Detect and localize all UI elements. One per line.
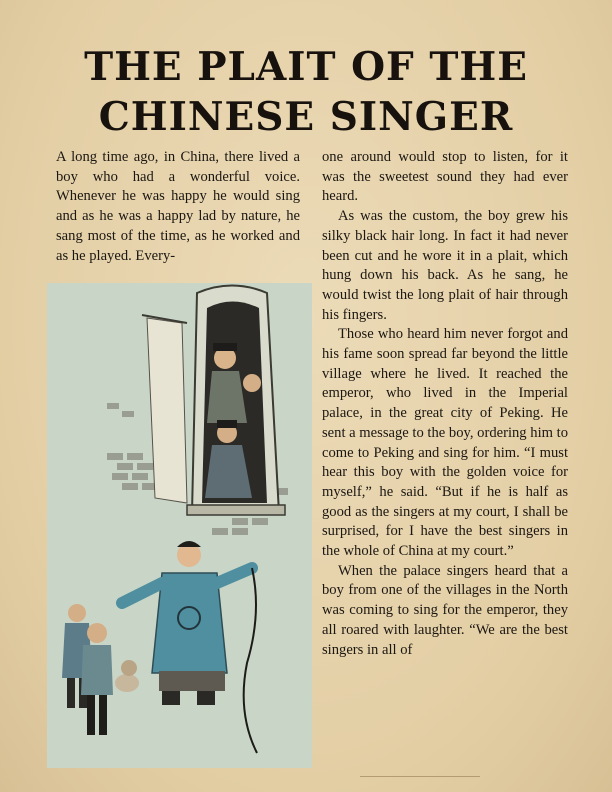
title-line-2: CHINESE SINGER xyxy=(98,94,514,140)
paragraph: Those who heard him never forgot and his fame soon spread far beyond the little village where he lived. It reached the emperor, who lived in the Imperial palace, in the great city of Peking. He sent a message to the boy, ordering him to come to Peking and sing for him. “I must hear this boy with the golden voice for myself,” he said. “But if he is half as good as the singers at my court, I shall be surprised, for I have the best singers in the whole of China at my court.” xyxy=(322,326,568,560)
paragraph: When the palace singers heard that a boy from one of the villages in the North was coming to sing for the emperor, they all roared with laughter. “We are the best singers in all of xyxy=(322,562,568,658)
page-title xyxy=(20,42,592,142)
paragraph: A long time ago, in China, there lived a boy who had a wonderful voice. Whenever he was happy he would sing and as he was a happy lad by nature, he sang most of the time, as he worked and as he played. Every- xyxy=(56,149,300,264)
story-illustration xyxy=(47,283,312,768)
divider-line xyxy=(360,776,480,777)
paragraph: one around would stop to listen, for it was the sweetest sound they had ever heard. xyxy=(322,149,568,205)
right-column xyxy=(322,148,568,660)
palace-window xyxy=(142,286,285,516)
left-column xyxy=(56,148,300,266)
title-line-1: THE PLAIT OF THE xyxy=(84,44,528,90)
paragraph: As was the custom, the boy grew his silky black hair long. In fact it had never been cut and he wore it in a plait, which hung down his back. As he sang, he would twist the long plait of hair through his fingers. xyxy=(322,208,568,323)
